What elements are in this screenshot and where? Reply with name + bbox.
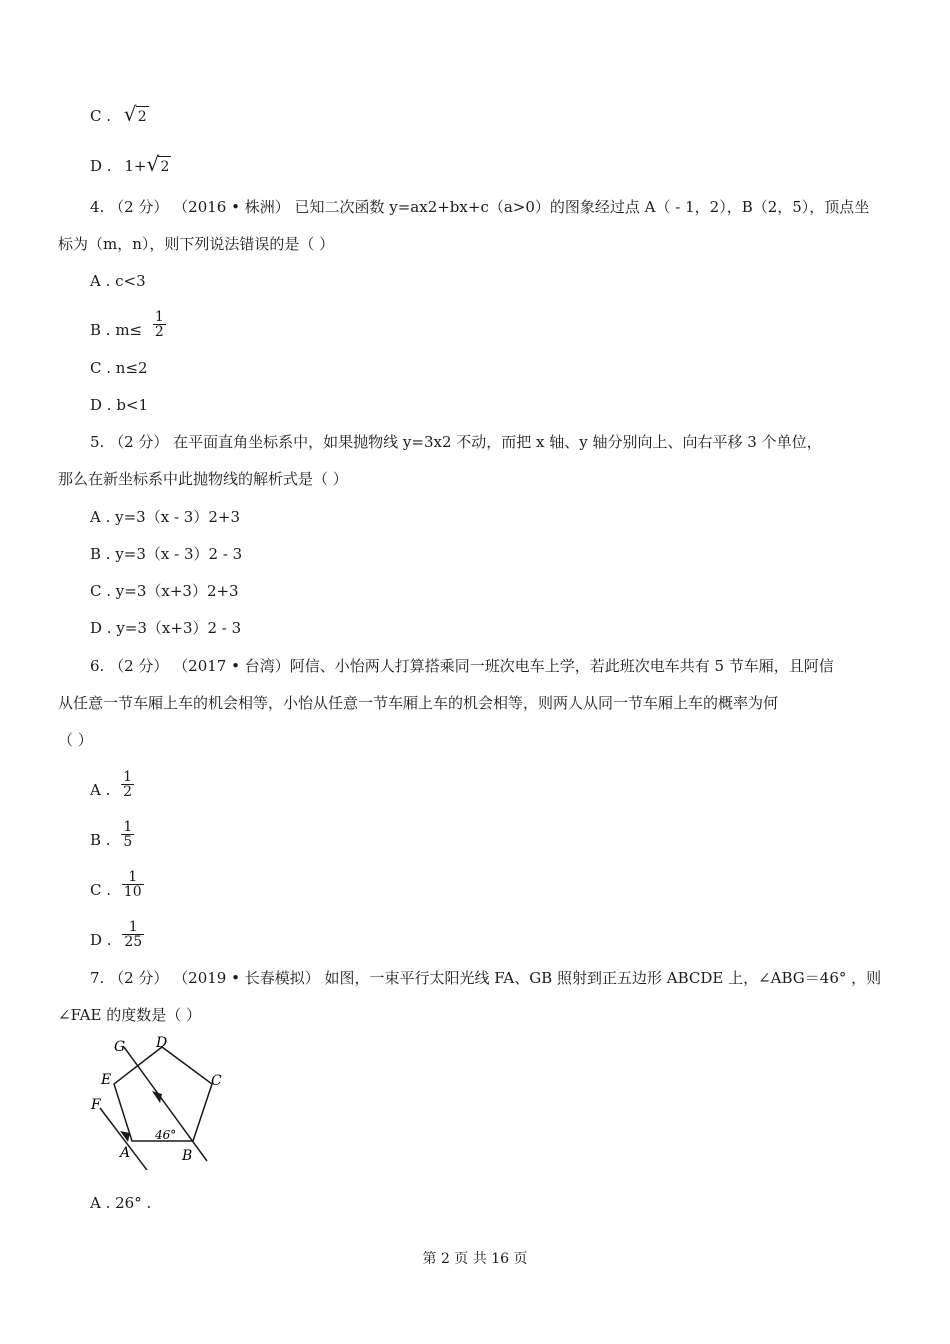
label-angle: 46°	[155, 1128, 177, 1142]
numerator: 1	[128, 868, 138, 885]
label-a: A	[120, 1145, 131, 1161]
arrowhead-ray-g	[152, 1091, 162, 1103]
q5-option-c: C . y=3（x+3）2+3	[90, 582, 239, 600]
fraction	[121, 820, 134, 849]
q6-stem-line1: 6. （2 分） （2017 • 台湾）阿信、小怡两人打算搭乘同一班次电车上学，若此班次电车共有 5 节车厢，且阿信	[90, 657, 834, 675]
q6-stem-line3: （ ）	[58, 731, 93, 749]
radical-sign-icon: √	[123, 102, 137, 126]
radical-sign-icon: √	[146, 152, 160, 176]
q6-option-c-label: C .	[90, 881, 112, 899]
numerator: 1	[123, 768, 133, 785]
q5-option-d: D . y=3（x+3）2 - 3	[90, 619, 242, 637]
radicand: 2	[136, 106, 149, 127]
light-ray-gb	[124, 1047, 207, 1161]
q5-option-b: B . y=3（x - 3）2 - 3	[90, 545, 243, 563]
numerator: 1	[154, 308, 164, 325]
denominator: 25	[124, 933, 143, 950]
q3-option-d-label: D .	[90, 157, 112, 175]
q3-option-d	[90, 152, 171, 177]
sqrt-expression	[146, 152, 171, 177]
fraction	[122, 870, 144, 899]
fraction	[153, 310, 166, 339]
pentagon-abcde	[114, 1047, 212, 1141]
q4-option-c: C . n≤2	[90, 359, 148, 377]
q5-stem-line1: 5. （2 分） 在平面直角坐标系中，如果抛物线 y=3x2 不动，而把 x 轴、y 轴分别向上、向右平移 3 个单位，	[90, 433, 822, 451]
q5-stem-line2: 那么在新坐标系中此抛物线的解析式是（ ）	[58, 470, 348, 488]
label-b: B	[182, 1148, 193, 1164]
q4-option-a: A . c<3	[90, 272, 146, 290]
q4-option-d: D . b<1	[90, 396, 149, 414]
q6-option-b	[90, 818, 134, 850]
numerator: 1	[128, 918, 138, 935]
page-footer: 第 2 页 共 16 页	[422, 1251, 528, 1267]
label-c: C	[211, 1073, 222, 1089]
q7-stem-line2: ∠FAE 的度数是（ ）	[58, 1006, 201, 1024]
q3-option-c	[90, 102, 149, 127]
q6-option-c	[90, 868, 144, 900]
radicand: 2	[158, 156, 171, 177]
label-e: E	[101, 1072, 112, 1088]
q3-option-c-label: C .	[90, 107, 112, 125]
q7-stem-line1: 7. （2 分） （2019 • 长春模拟） 如图，一束平行太阳光线 FA、GB 照射到正五边形 ABCDE 上，∠ABG＝46° ，则	[90, 969, 882, 987]
q6-option-d-label: D .	[90, 931, 112, 949]
numerator: 1	[123, 818, 133, 835]
q4-stem-line2: 标为（m，n），则下列说法错误的是（ ）	[58, 235, 335, 253]
q5-option-a: A . y=3（x - 3）2+3	[90, 508, 240, 526]
label-f: F	[91, 1097, 101, 1113]
q7-option-a: A . 26° .	[90, 1194, 152, 1212]
q6-option-a	[90, 768, 134, 800]
q3-option-d-prefix: 1+	[124, 157, 147, 175]
fraction	[121, 770, 134, 799]
pentagon-figure	[80, 1030, 230, 1170]
denominator: 10	[123, 883, 142, 900]
sqrt-expression	[123, 102, 149, 127]
denominator: 2	[123, 783, 133, 800]
q6-option-b-label: B .	[90, 831, 111, 849]
label-d: D	[156, 1035, 168, 1051]
denominator: 2	[154, 323, 164, 340]
q6-option-a-label: A .	[90, 781, 111, 799]
q4-option-b-label: B . m≤	[90, 321, 143, 339]
q4-option-b	[90, 308, 166, 340]
denominator: 5	[123, 833, 133, 850]
q4-stem-line1: 4. （2 分） （2016 • 株洲） 已知二次函数 y=ax2+bx+c（a>0）的图象经过点 A（ - 1，2），B（2，5），顶点坐	[90, 198, 870, 216]
label-g: G	[114, 1039, 126, 1055]
q6-option-d	[90, 918, 144, 950]
q6-stem-line2: 从任意一节车厢上车的机会相等，小怡从任意一节车厢上车的机会相等，则两人从同一节车厢上车的概率为何	[58, 694, 779, 712]
fraction	[122, 920, 144, 949]
